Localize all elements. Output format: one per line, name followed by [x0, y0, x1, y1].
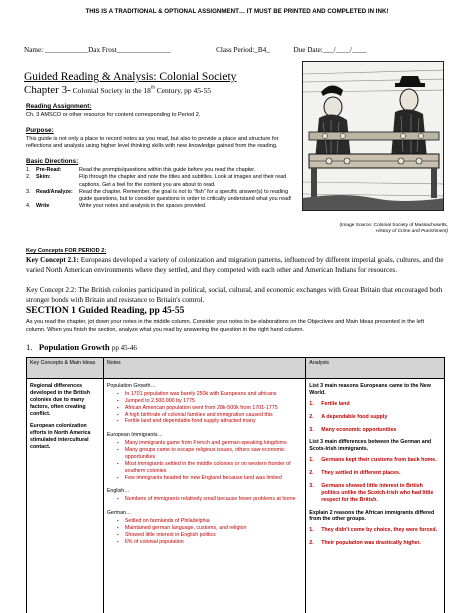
- note-item: ▪ A high birthrate of colonial families and immigration caused this: [117, 412, 302, 419]
- analysis-answer: 2. A dependable food supply: [309, 413, 388, 420]
- key-idea: Regional differences developed in the British colonies due to many factors, often creating conflict.: [30, 383, 91, 417]
- note-item: ▪ Jumped to 2,500,000 by 1775: [117, 398, 302, 405]
- chapter-title: [24, 84, 211, 96]
- directions-heading: Basic Directions:: [26, 158, 79, 165]
- analysis-question: Explain 2 reasons the African immigrants differed from the other groups.: [309, 509, 435, 523]
- notes-heading: German…: [106, 510, 132, 517]
- notes-heading: European Immigrants…: [106, 432, 163, 439]
- name-field: Name: ____________Dax Frost_______________: [24, 46, 171, 54]
- topic-pages: pp 45-46: [111, 344, 137, 352]
- answer-text: They settled in different places.: [321, 470, 401, 476]
- student-info-line: [24, 46, 366, 54]
- analysis-answers: [309, 527, 441, 547]
- page-title: Guided Reading & Analysis: Colonial Society: [24, 71, 237, 83]
- image-caption: [290, 223, 448, 236]
- notes-cell[interactable]: [103, 379, 305, 613]
- analysis-cell[interactable]: [306, 379, 445, 613]
- analysis-answers: [309, 457, 441, 503]
- stocks-illustration-svg: [303, 62, 444, 211]
- stocks-illustration: [302, 61, 444, 211]
- analysis-answer: 1. They didn't come by choice, they were forced.: [309, 527, 438, 534]
- note-item: ▪ Few immigrants headed for new England because land was limited: [117, 475, 302, 482]
- direction-step: [26, 189, 296, 204]
- note-item: ▪ Numbers of immigrants relatively small because fewer problems at home: [117, 496, 302, 503]
- topic-number: 1.: [26, 342, 33, 352]
- analysis-answers: [309, 401, 441, 434]
- kc1-text: Europeans developed a variety of colonization and migration patterns, influenced by different imperial goals, cultures, and the varied North American environments where they settled, and they competed with each other and American Indians for resources.: [26, 256, 444, 274]
- analysis-answer: 1. Germans kept their customs from back home.: [309, 457, 437, 464]
- key-concept-2-1: [26, 256, 444, 275]
- note-item: ▪ Many groups came to escape religious issues, others saw economic opportunities: [117, 447, 302, 461]
- chapter-prefix: Chapter 3-: [24, 84, 71, 96]
- note-item: ▪ Fertile land and dependable food supply attracted many: [117, 418, 302, 425]
- image-caption-line2: History of Crime and Punishment): [376, 229, 448, 235]
- notes-heading: English…: [106, 488, 130, 495]
- header-notes: Notes: [103, 358, 305, 379]
- reading-assignment: [26, 103, 316, 119]
- key-concept-2-2: [26, 286, 444, 305]
- step-text: Write your notes and analysis in the spaces provided.: [79, 203, 207, 210]
- direction-step: [26, 174, 296, 189]
- note-item: ▪ Maintained german language, customs, and religion: [117, 525, 302, 532]
- assignment-banner: THIS IS A TRADITIONAL & OPTIONAL ASSIGNMENT… IT MUST BE PRINTED AND COMPLETED IN INK!: [85, 8, 389, 15]
- notes-list: [117, 440, 302, 481]
- note-item: ▪ Many immigrants game from French and german-speaking kingdoms: [117, 440, 302, 447]
- key-idea: European colonization efforts in North America stimulated intercultural contact.: [30, 423, 91, 450]
- notes-list: [117, 518, 302, 546]
- note-item: ▪ 6% of colonial population: [117, 539, 302, 546]
- directions-list: [26, 167, 296, 211]
- topic-title: Population Growth: [38, 342, 110, 352]
- topic-heading: [26, 342, 137, 352]
- reading-assignment-heading: Reading Assignment:: [26, 103, 92, 110]
- chapter-suffix: Century, pp 45-55: [154, 86, 212, 95]
- section-title: SECTION 1 Guided Reading, pp 45-55: [26, 306, 185, 316]
- answer-text: They didn't come by choice, they were forced.: [321, 527, 438, 534]
- note-item: ▪ Showed little interest in English politics: [117, 532, 302, 539]
- purpose-text: This guide is not only a place to record notes as you read, but also to provide a place and structure for reflections and analysis using higher level thinking skills with new knowledge gained from the reading.: [26, 135, 279, 150]
- table-row: [27, 379, 445, 613]
- notes-list: [117, 391, 302, 425]
- step-label: Write: [36, 203, 50, 210]
- analysis-answer: 1. Fertile land: [309, 400, 350, 407]
- due-date-field: Due Date:___/____/____: [293, 46, 367, 54]
- header-analysis: Analysis: [306, 358, 445, 379]
- step-text: Read the prompts/questions within this guide before you read the chapter.: [79, 167, 256, 173]
- class-period-field: Class Period:_B4_: [216, 46, 270, 54]
- note-item: ▪ African American population went from 28k-500k from 1701-1775: [117, 405, 302, 412]
- note-item: ▪ Settled on farmlands of Philadelphia: [117, 518, 302, 525]
- step-number: 2.: [26, 174, 31, 181]
- notes-list: [117, 496, 302, 503]
- analysis-answer: 2. They settled in different places.: [309, 470, 401, 476]
- kc1-label: Key Concept 2.1:: [26, 256, 79, 264]
- note-item: ▪ Most immigrants settled in the middle colonies or on western frontier of southern colonies: [117, 461, 302, 475]
- purpose-heading: Purpose:: [26, 127, 54, 134]
- reading-table: [26, 357, 445, 613]
- step-text: Read the chapter. Remember, the goal is not to "fish" for a specific answer(s) to reading guide questions, but to consider questions in order to critically understand what you read!: [79, 188, 292, 203]
- step-label: Skim:: [36, 174, 51, 181]
- analysis-answer: 3. Germans showed little interest in British politics unlike the Scotch-Irish who had little respect for the British.: [309, 482, 434, 503]
- step-number: 1.: [26, 167, 31, 173]
- header-key-concepts: Key Concepts & Main Ideas: [27, 358, 104, 379]
- analysis-question: List 3 main reasons Europeans came to the New World.: [309, 383, 431, 396]
- purpose: [26, 127, 298, 151]
- answer-text: Their population was drastically higher.: [321, 540, 421, 547]
- step-text: Flip through the chapter and note the titles and subtitles. Look at images and their read captions. Get a feel for the content you are about to read.: [79, 174, 287, 188]
- analysis-answer: 3. Many economic opportunities: [309, 426, 397, 433]
- step-label: Read/Analyze:: [36, 188, 73, 195]
- analysis-question: List 3 main differences between the German and Scots-Irish immigrants.: [309, 439, 432, 453]
- key-concepts-heading: Key Concepts FOR PERIOD 2:: [26, 248, 107, 254]
- kc2-label: Key Concept 2.2:: [26, 286, 77, 294]
- step-number: 4.: [26, 203, 31, 210]
- direction-step: [26, 203, 296, 210]
- answer-text: Fertile land: [321, 400, 350, 407]
- answer-text: Many economic opportunities: [321, 426, 397, 433]
- step-label: Pre-Read:: [36, 167, 62, 173]
- answer-text: Germans kept their customs from back home.: [321, 457, 437, 464]
- note-item: ▪ In 1701 population was barely 250k with Europeans and africans: [117, 391, 302, 398]
- image-caption-line1: (Image Source: Colonial Society of Massachusetts,: [339, 223, 448, 228]
- answer-text: A dependable food supply: [321, 413, 388, 420]
- table-header-row: [27, 358, 445, 379]
- reading-assignment-text: Ch. 3 AMSCO or other resource for content corresponding to Period 2.: [26, 111, 201, 118]
- notes-heading: Population Growth…: [106, 383, 156, 389]
- key-ideas-cell: [27, 379, 104, 613]
- chapter-text: Colonial Society in the 18: [70, 86, 151, 95]
- kc2-text: The British colonies participated in political, social, cultural, and economic exchanges with Great Britain that encouraged both stronger bonds with Britain and resistance to Britain's control.: [26, 286, 443, 304]
- section-instructions: As you read the chapter, jot down your notes in the middle column. Consider your notes to be elaborations on the Objectives and Main Ideas presented in the left column. When you finish the section, analyze what you read by answering the question in the right hand column.: [26, 319, 425, 333]
- answer-text: Germans showed little interest in British politics unlike the Scotch-Irish who had little respect for the British.: [321, 482, 434, 503]
- analysis-answer: 2. Their population was drastically higher.: [309, 540, 421, 547]
- direction-step: [26, 167, 296, 174]
- chapter-sup: th: [150, 85, 155, 91]
- step-number: 3.: [26, 188, 31, 195]
